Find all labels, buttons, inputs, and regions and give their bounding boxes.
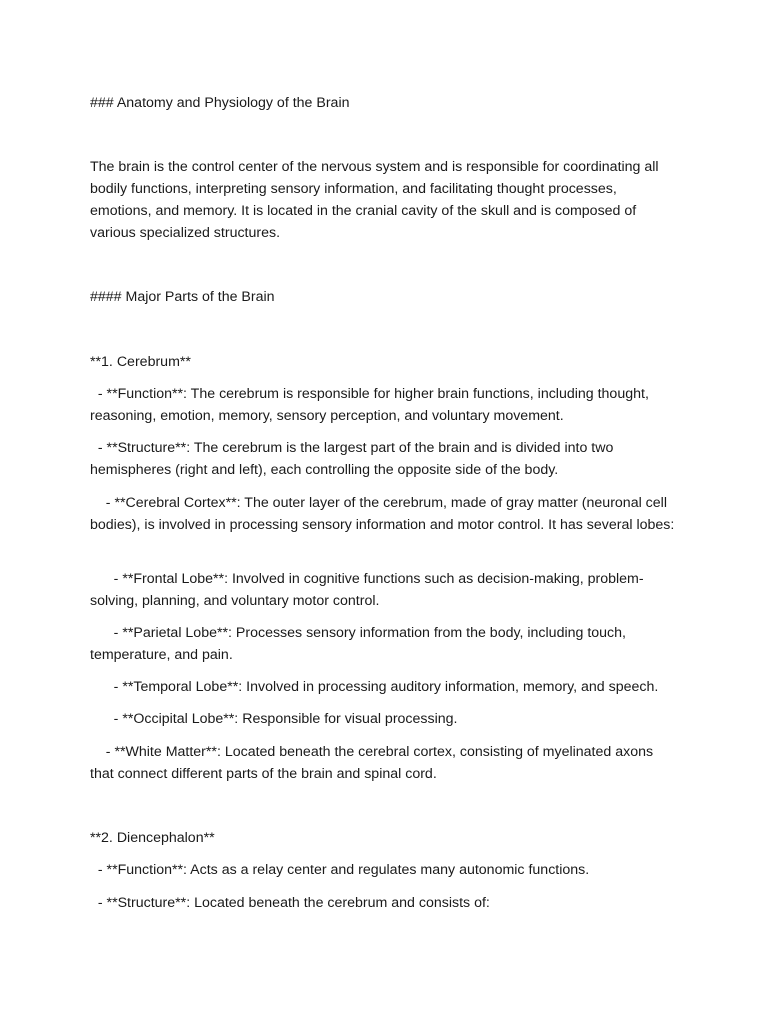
diencephalon-structure: - **Structure**: Located beneath the cerebrum and consists of:: [90, 895, 490, 911]
white-matter-item: - **White Matter**: Located beneath the cerebral cortex, consisting of myelinated axons that connect different parts of the brain and spinal cord.: [90, 744, 658, 782]
major-parts-subheading: #### Major Parts of the Brain: [90, 289, 275, 305]
occipital-lobe-item: - **Occipital Lobe**: Responsible for visual processing.: [90, 711, 458, 727]
cerebrum-title: **1. Cerebrum**: [90, 354, 191, 370]
diencephalon-title: **2. Diencephalon**: [90, 830, 215, 846]
parietal-lobe-item: - **Parietal Lobe**: Processes sensory information from the body, including touch, temperature, and pain.: [90, 625, 630, 663]
intro-paragraph: The brain is the control center of the nervous system and is responsible for coordinating all bodily functions, interpreting sensory information, and facilitating thought processes, emotions, and memory. It is located in the cranial cavity of the skull and is composed of various specialized structures.: [90, 159, 663, 241]
cerebral-cortex-item: - **Cerebral Cortex**: The outer layer of the cerebrum, made of gray matter (neuronal cell bodies), is involved in processing sensory information and motor control. It has several lobes:: [90, 495, 675, 533]
document-heading: ### Anatomy and Physiology of the Brain: [90, 95, 350, 111]
cerebrum-function: - **Function**: The cerebrum is responsible for higher brain functions, including thought, reasoning, emotion, memory, sensory perception, and voluntary movement.: [90, 386, 653, 424]
temporal-lobe-item: - **Temporal Lobe**: Involved in processing auditory information, memory, and speech.: [90, 679, 659, 695]
cerebrum-structure: - **Structure**: The cerebrum is the largest part of the brain and is divided into two hemispheres (right and left), each controlling the opposite side of the body.: [90, 440, 618, 478]
frontal-lobe-item: - **Frontal Lobe**: Involved in cognitive functions such as decision-making, problem-solving, planning, and voluntary motor control.: [90, 571, 644, 609]
diencephalon-function: - **Function**: Acts as a relay center and regulates many autonomic functions.: [90, 862, 590, 878]
